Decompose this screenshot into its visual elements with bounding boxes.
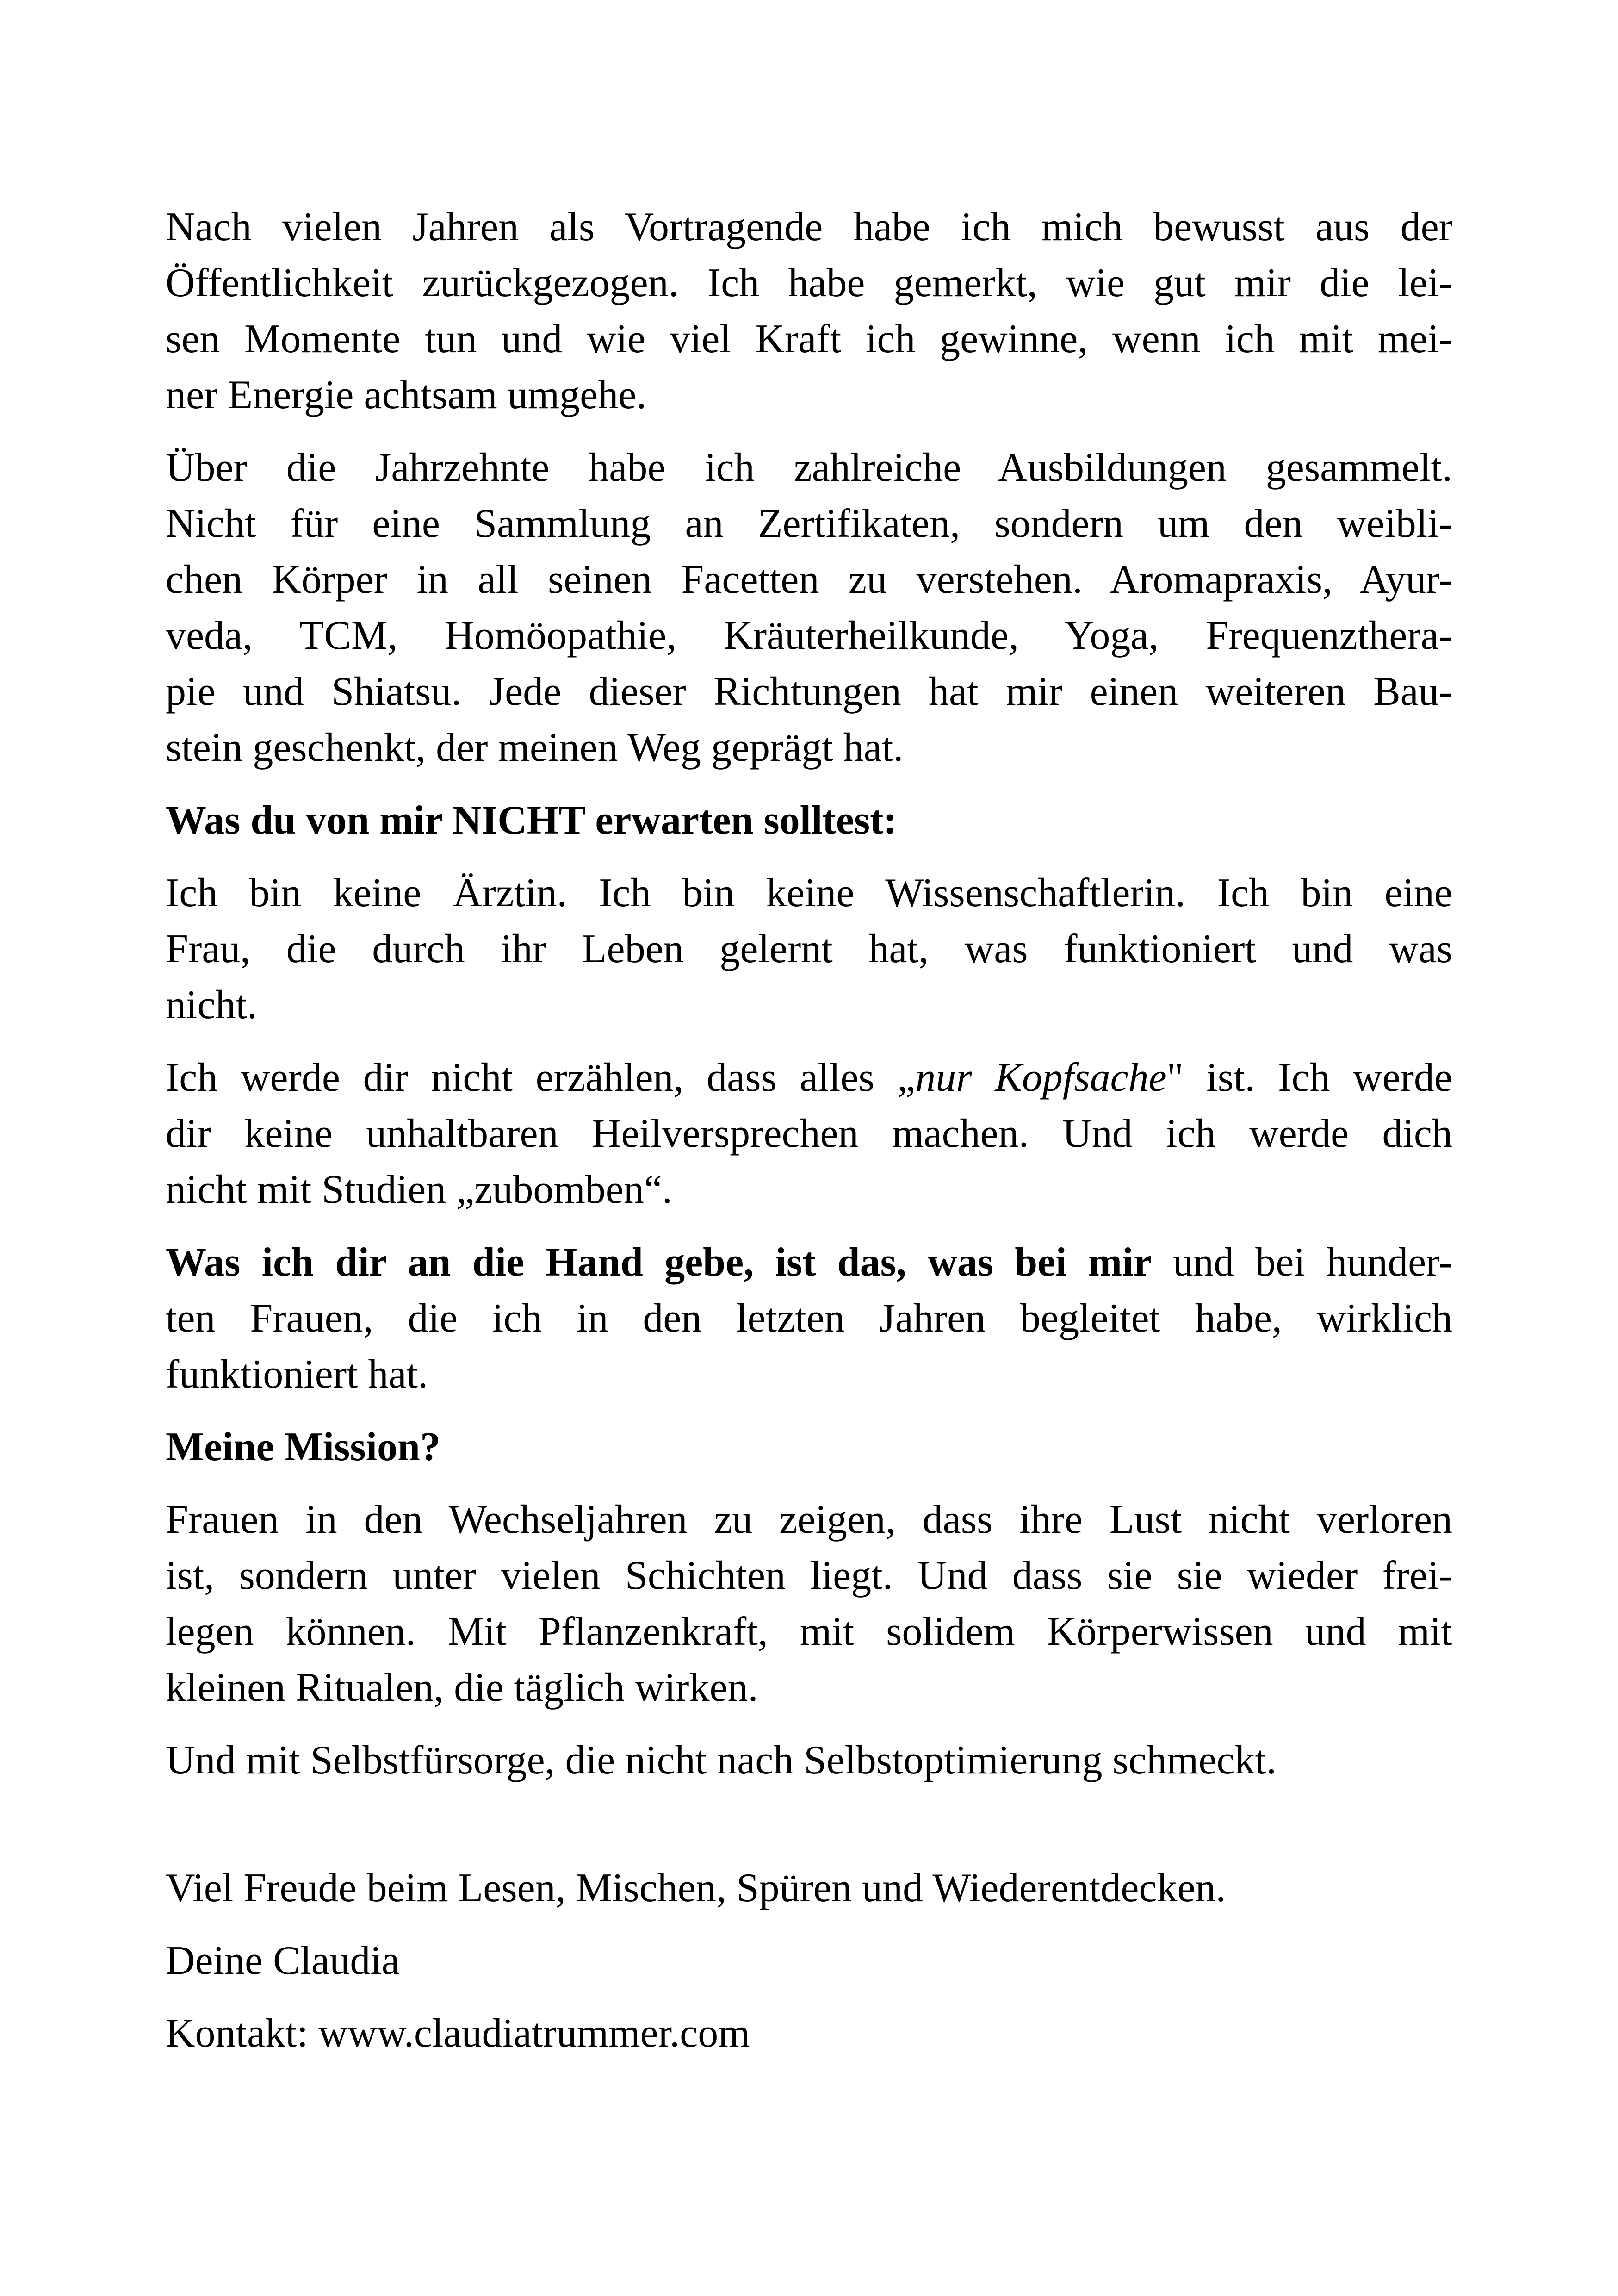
para-selfcare-line-1 (166, 1732, 1452, 1788)
text-segment: ist, sondern unter vielen Schichten liegt. Und dass sie sie wieder frei- (166, 1553, 1452, 1598)
text-segment: funktioniert hat. (166, 1352, 428, 1397)
heading-not-expect (166, 792, 1452, 848)
para-public-retreat-line-3 (166, 311, 1452, 367)
page-content (166, 199, 1452, 2078)
para-mission-women-line-4 (166, 1660, 1452, 1716)
para-mission-women-line-2 (166, 1548, 1452, 1604)
para-closing-wish-line-1 (166, 1860, 1452, 1916)
para-public-retreat (166, 199, 1452, 423)
text-segment: Was du von mir NICHT erwarten solltest: (166, 798, 897, 843)
text-segment: pie und Shiatsu. Jede dieser Richtungen hat mir einen weiteren Bau- (166, 669, 1452, 714)
para-trainings-line-5 (166, 664, 1452, 720)
text-segment: dir keine unhaltbaren Heilversprechen machen. Und ich werde dich (166, 1111, 1452, 1156)
heading-mission-line-1 (166, 1419, 1452, 1475)
para-no-promises-line-1 (166, 1050, 1452, 1106)
text-segment: Deine Claudia (166, 1938, 400, 1983)
text-segment: nur Kopfsache (915, 1055, 1167, 1100)
text-segment: Nach vielen Jahren als Vortragende habe ich mich bewusst aus der (166, 205, 1452, 249)
text-segment: Viel Freude beim Lesen, Mischen, Spüren und Wiederentdecken. (166, 1866, 1226, 1910)
text-segment: Über die Jahrzehnte habe ich zahlreiche Ausbildungen gesammelt. (166, 445, 1452, 490)
text-segment: Frau, die durch ihr Leben gelernt hat, was funktioniert und was (166, 927, 1452, 971)
text-segment: Ich bin keine Ärztin. Ich bin keine Wissenschaftlerin. Ich bin eine (166, 871, 1452, 915)
text-segment: Öffentlichkeit zurückgezogen. Ich habe gemerkt, wie gut mir die lei- (166, 261, 1452, 305)
para-public-retreat-line-4 (166, 367, 1452, 423)
para-no-promises-line-2 (166, 1106, 1452, 1162)
text-segment: ner Energie achtsam umgehe. (166, 373, 647, 417)
para-what-i-give-line-1 (166, 1234, 1452, 1290)
para-what-i-give (166, 1234, 1452, 1402)
para-selfcare (166, 1732, 1452, 1788)
text-segment: nicht mit Studien „zubomben“. (166, 1167, 672, 1212)
para-trainings-line-4 (166, 608, 1452, 664)
para-signature (166, 1933, 1452, 1989)
para-contact-line-1 (166, 2005, 1452, 2061)
text-segment: sen Momente tun und wie viel Kraft ich gewinne, wenn ich mit mei- (166, 317, 1452, 361)
text-segment: Und mit Selbstfürsorge, die nicht nach Selbstoptimierung schmeckt. (166, 1738, 1277, 1783)
para-mission-women-line-1 (166, 1492, 1452, 1548)
para-mission-women-line-3 (166, 1604, 1452, 1660)
para-trainings-line-3 (166, 552, 1452, 608)
text-segment: Meine Mission? (166, 1425, 440, 1469)
para-trainings-line-1 (166, 440, 1452, 496)
para-closing-wish (166, 1860, 1452, 1916)
para-trainings-line-2 (166, 496, 1452, 552)
heading-mission (166, 1419, 1452, 1475)
text-segment: und bei hunder- (1151, 1240, 1452, 1285)
text-segment: chen Körper in all seinen Facetten zu verstehen. Aromapraxis, Ayur- (166, 557, 1452, 602)
text-segment: veda, TCM, Homöopathie, Kräuterheilkunde, Yoga, Frequenzthera- (166, 613, 1452, 658)
text-segment: Kontakt: (166, 2011, 318, 2056)
para-no-promises (166, 1050, 1452, 1218)
para-public-retreat-line-1 (166, 199, 1452, 255)
text-segment: Ich werde dir nicht erzählen, dass alles „ (166, 1055, 916, 1100)
heading-not-expect-line-1 (166, 792, 1452, 848)
para-trainings-line-6 (166, 720, 1452, 776)
text-segment: Was ich dir an die Hand gebe, ist das, was bei mir (166, 1240, 1152, 1285)
para-what-i-give-line-3 (166, 1346, 1452, 1402)
para-no-promises-line-3 (166, 1162, 1452, 1218)
contact-url: www.claudiatrummer.com (318, 2011, 750, 2056)
text-segment: stein geschenkt, der meinen Weg geprägt hat. (166, 725, 904, 770)
para-trainings (166, 440, 1452, 776)
text-segment: " ist. Ich werde (1166, 1055, 1452, 1100)
text-segment: Nicht für eine Sammlung an Zertifikaten, sondern um den weibli- (166, 501, 1452, 546)
para-what-i-give-line-2 (166, 1290, 1452, 1346)
text-segment: legen können. Mit Pflanzenkraft, mit solidem Körperwissen und mit (166, 1609, 1452, 1654)
para-public-retreat-line-2 (166, 255, 1452, 311)
text-segment: ten Frauen, die ich in den letzten Jahren begleitet habe, wirklich (166, 1296, 1452, 1341)
para-no-doctor-line-3 (166, 977, 1452, 1033)
text-segment: kleinen Ritualen, die täglich wirken. (166, 1665, 758, 1710)
para-mission-women (166, 1492, 1452, 1716)
para-no-doctor-line-2 (166, 921, 1452, 977)
text-segment: Frauen in den Wechseljahren zu zeigen, dass ihre Lust nicht verloren (166, 1497, 1452, 1542)
para-signature-line-1 (166, 1933, 1452, 1989)
para-no-doctor (166, 865, 1452, 1033)
text-segment: nicht. (166, 983, 257, 1027)
para-no-doctor-line-1 (166, 865, 1452, 921)
para-contact (166, 2005, 1452, 2061)
